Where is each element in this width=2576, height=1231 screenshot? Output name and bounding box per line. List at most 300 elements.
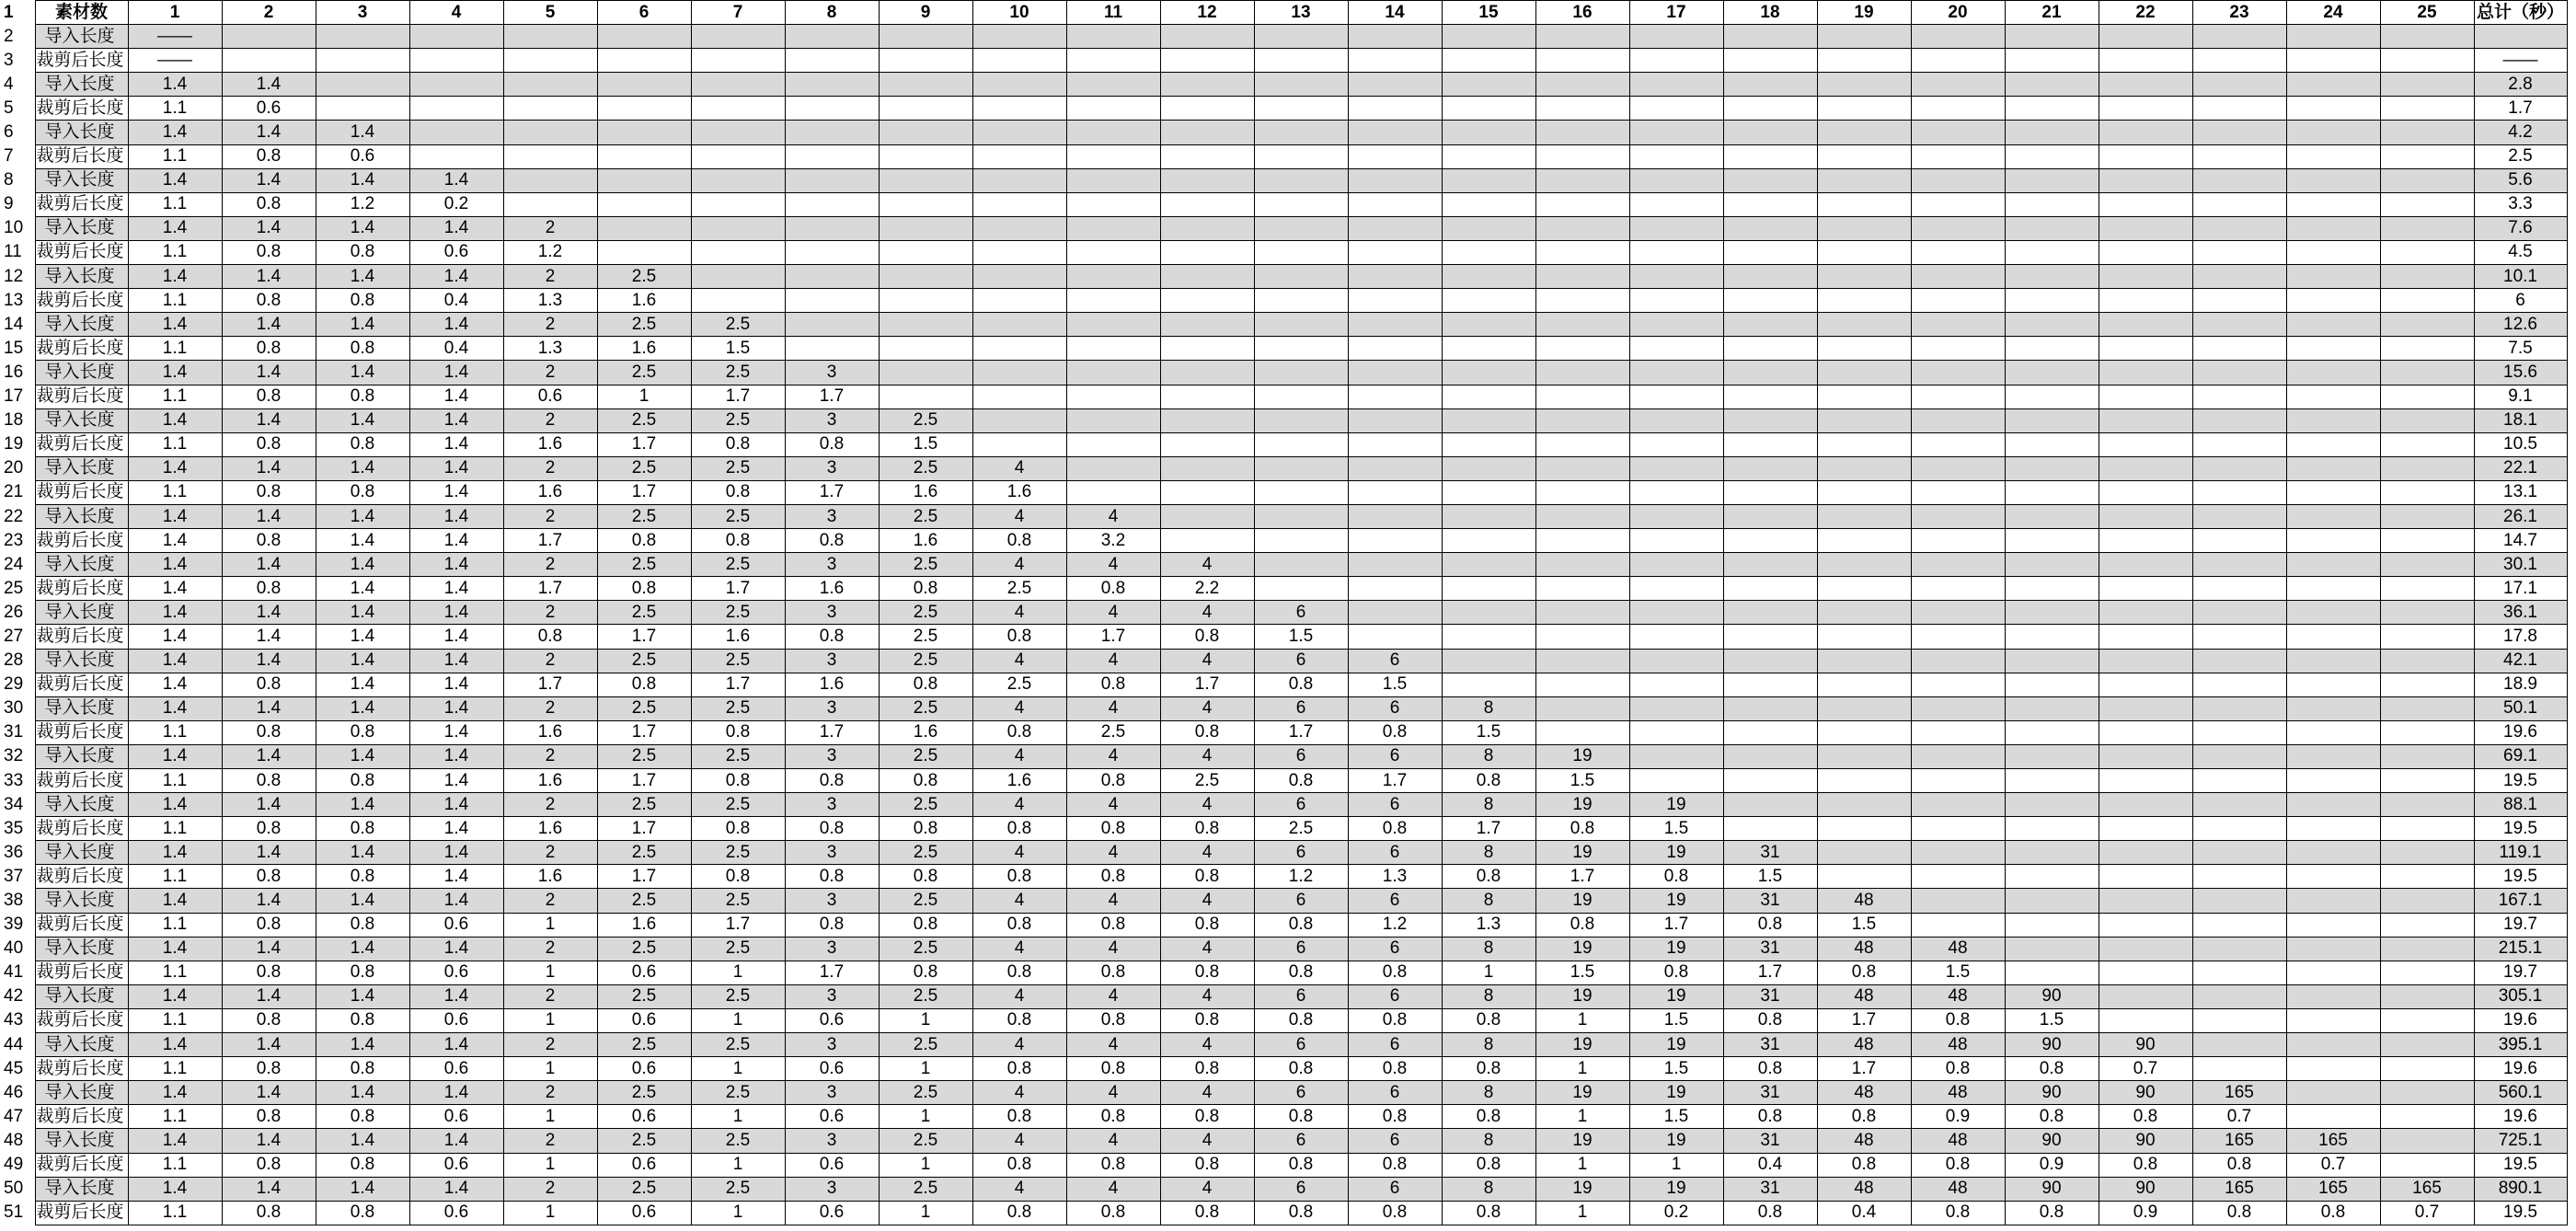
value-cell[interactable]: [2380, 313, 2474, 337]
value-cell[interactable]: [1817, 793, 1911, 817]
value-cell[interactable]: 4: [1160, 984, 1254, 1008]
value-cell[interactable]: [409, 73, 503, 97]
value-cell[interactable]: [1160, 529, 1254, 553]
value-cell[interactable]: [1629, 769, 1723, 793]
value-cell[interactable]: 2.5: [691, 793, 785, 817]
value-cell[interactable]: [1817, 673, 1911, 696]
value-cell[interactable]: [1723, 385, 1817, 408]
row-label-cell[interactable]: 导入长度: [35, 361, 128, 385]
value-cell[interactable]: 0.8: [972, 529, 1066, 553]
value-cell[interactable]: [1442, 144, 1535, 168]
value-cell[interactable]: 0.8: [1160, 720, 1254, 744]
value-cell[interactable]: 2.5: [597, 984, 691, 1008]
value-cell[interactable]: [1911, 240, 2005, 264]
value-cell[interactable]: 19: [1535, 1081, 1629, 1105]
value-cell[interactable]: 1.5: [1348, 673, 1442, 696]
value-cell[interactable]: 0.8: [222, 240, 316, 264]
value-cell[interactable]: [1348, 601, 1442, 625]
value-cell[interactable]: [503, 97, 597, 121]
value-cell[interactable]: 0.8: [222, 769, 316, 793]
value-cell[interactable]: 1.6: [972, 769, 1066, 793]
value-cell[interactable]: [1442, 216, 1535, 240]
value-cell[interactable]: 1.4: [222, 216, 316, 240]
value-cell[interactable]: [2192, 121, 2286, 144]
value-cell[interactable]: 1.5: [1629, 817, 1723, 841]
value-cell[interactable]: [1066, 456, 1160, 480]
value-cell[interactable]: [2286, 289, 2380, 313]
value-cell[interactable]: [2005, 480, 2099, 504]
row-label-cell[interactable]: 裁剪后长度: [35, 192, 128, 216]
value-cell[interactable]: 19: [1535, 841, 1629, 865]
value-cell[interactable]: 0.8: [1348, 1008, 1442, 1032]
value-cell[interactable]: 0.8: [222, 913, 316, 937]
value-cell[interactable]: 8: [1442, 984, 1535, 1008]
value-cell[interactable]: [2099, 625, 2192, 649]
value-cell[interactable]: 0.8: [1535, 817, 1629, 841]
value-cell[interactable]: [1254, 361, 1348, 385]
value-cell[interactable]: [2380, 432, 2474, 456]
value-cell[interactable]: [1629, 529, 1723, 553]
value-cell[interactable]: [1348, 625, 1442, 649]
value-cell[interactable]: 1.1: [128, 240, 222, 264]
value-cell[interactable]: [2380, 720, 2474, 744]
row-label-cell[interactable]: 裁剪后长度: [35, 961, 128, 984]
value-cell[interactable]: 1.4: [222, 1177, 316, 1201]
value-cell[interactable]: 0.8: [222, 961, 316, 984]
value-cell[interactable]: 1.6: [597, 337, 691, 361]
value-cell[interactable]: [2192, 313, 2286, 337]
value-cell[interactable]: 1.7: [503, 529, 597, 553]
value-cell[interactable]: 1.4: [222, 744, 316, 768]
value-cell[interactable]: [1066, 265, 1160, 289]
value-cell[interactable]: [2192, 504, 2286, 528]
value-cell[interactable]: [2099, 192, 2192, 216]
value-cell[interactable]: 2.5: [597, 1081, 691, 1105]
value-cell[interactable]: 2.5: [879, 696, 972, 720]
value-cell[interactable]: [1723, 625, 1817, 649]
value-cell[interactable]: [972, 49, 1066, 73]
value-cell[interactable]: 1.4: [128, 553, 222, 577]
value-cell[interactable]: [409, 121, 503, 144]
value-cell[interactable]: 48: [1911, 1081, 2005, 1105]
value-cell[interactable]: [2005, 744, 2099, 768]
row-label-cell[interactable]: 导入长度: [35, 889, 128, 913]
value-cell[interactable]: 0.8: [785, 913, 879, 937]
total-cell[interactable]: 42.1: [2474, 649, 2567, 673]
value-cell[interactable]: [1535, 289, 1629, 313]
total-cell[interactable]: 890.1: [2474, 1177, 2567, 1201]
value-cell[interactable]: 1.4: [409, 432, 503, 456]
value-cell[interactable]: [2380, 480, 2474, 504]
value-cell[interactable]: 2.5: [597, 601, 691, 625]
value-cell[interactable]: [1254, 144, 1348, 168]
value-cell[interactable]: 0.7: [2380, 1201, 2474, 1225]
header-cell-21[interactable]: 21: [2005, 1, 2099, 25]
value-cell[interactable]: [1817, 216, 1911, 240]
value-cell[interactable]: 19: [1629, 984, 1723, 1008]
value-cell[interactable]: [1066, 432, 1160, 456]
value-cell[interactable]: 0.8: [1066, 1008, 1160, 1032]
value-cell[interactable]: [1629, 144, 1723, 168]
value-cell[interactable]: 1.7: [597, 625, 691, 649]
value-cell[interactable]: 0.8: [316, 1057, 409, 1081]
value-cell[interactable]: [1348, 289, 1442, 313]
value-cell[interactable]: 19: [1535, 889, 1629, 913]
total-cell[interactable]: 3.3: [2474, 192, 2567, 216]
value-cell[interactable]: 1.7: [503, 577, 597, 601]
value-cell[interactable]: 31: [1723, 984, 1817, 1008]
value-cell[interactable]: 1.7: [1629, 913, 1723, 937]
value-cell[interactable]: 2.5: [691, 649, 785, 673]
value-cell[interactable]: 0.7: [2192, 1105, 2286, 1129]
value-cell[interactable]: 2: [503, 601, 597, 625]
value-cell[interactable]: [1442, 192, 1535, 216]
value-cell[interactable]: 3: [785, 504, 879, 528]
value-cell[interactable]: 1.4: [409, 769, 503, 793]
value-cell[interactable]: [1254, 385, 1348, 408]
value-cell[interactable]: 2.5: [879, 1177, 972, 1201]
value-cell[interactable]: [2286, 25, 2380, 49]
value-cell[interactable]: 3: [785, 649, 879, 673]
value-cell[interactable]: [1817, 504, 1911, 528]
value-cell[interactable]: [1348, 216, 1442, 240]
value-cell[interactable]: [1535, 504, 1629, 528]
value-cell[interactable]: [1723, 744, 1817, 768]
value-cell[interactable]: 1.4: [316, 1129, 409, 1153]
value-cell[interactable]: [1817, 841, 1911, 865]
value-cell[interactable]: 1.4: [128, 408, 222, 432]
header-cell-6[interactable]: 6: [597, 1, 691, 25]
value-cell[interactable]: [1442, 504, 1535, 528]
value-cell[interactable]: 1.4: [128, 265, 222, 289]
value-cell[interactable]: [2192, 168, 2286, 192]
value-cell[interactable]: [1254, 97, 1348, 121]
value-cell[interactable]: [1629, 289, 1723, 313]
value-cell[interactable]: [1629, 168, 1723, 192]
value-cell[interactable]: [2005, 97, 2099, 121]
value-cell[interactable]: [1348, 25, 1442, 49]
value-cell[interactable]: [1911, 865, 2005, 889]
value-cell[interactable]: 2.5: [691, 553, 785, 577]
value-cell[interactable]: 1: [503, 1153, 597, 1177]
value-cell[interactable]: 1.4: [409, 504, 503, 528]
value-cell[interactable]: 2.5: [972, 577, 1066, 601]
value-cell[interactable]: 2.5: [597, 1129, 691, 1153]
value-cell[interactable]: 2.5: [691, 601, 785, 625]
value-cell[interactable]: [1817, 265, 1911, 289]
value-cell[interactable]: 2: [503, 889, 597, 913]
value-cell[interactable]: [1723, 408, 1817, 432]
value-cell[interactable]: 0.8: [1817, 1105, 1911, 1129]
value-cell[interactable]: [2380, 121, 2474, 144]
value-cell[interactable]: 1: [597, 385, 691, 408]
value-cell[interactable]: 1.3: [503, 289, 597, 313]
value-cell[interactable]: [1066, 240, 1160, 264]
value-cell[interactable]: 4: [1066, 649, 1160, 673]
value-cell[interactable]: 3: [785, 553, 879, 577]
value-cell[interactable]: [972, 73, 1066, 97]
value-cell[interactable]: 4: [972, 504, 1066, 528]
value-cell[interactable]: 4: [972, 744, 1066, 768]
value-cell[interactable]: [2005, 696, 2099, 720]
value-cell[interactable]: 0.8: [1723, 1201, 1817, 1225]
value-cell[interactable]: 1.4: [128, 601, 222, 625]
value-cell[interactable]: [1442, 121, 1535, 144]
value-cell[interactable]: [785, 73, 879, 97]
value-cell[interactable]: 4: [972, 793, 1066, 817]
value-cell[interactable]: [1442, 553, 1535, 577]
value-cell[interactable]: 2.5: [879, 1033, 972, 1057]
value-cell[interactable]: [1254, 289, 1348, 313]
value-cell[interactable]: [2099, 49, 2192, 73]
value-cell[interactable]: [785, 25, 879, 49]
total-cell[interactable]: 88.1: [2474, 793, 2567, 817]
value-cell[interactable]: [2099, 144, 2192, 168]
value-cell[interactable]: 1.4: [316, 504, 409, 528]
value-cell[interactable]: 1.4: [222, 1033, 316, 1057]
row-label-cell[interactable]: 导入长度: [35, 937, 128, 961]
value-cell[interactable]: 0.8: [316, 432, 409, 456]
value-cell[interactable]: 1.1: [128, 961, 222, 984]
value-cell[interactable]: 1.3: [1442, 913, 1535, 937]
value-cell[interactable]: [879, 361, 972, 385]
value-cell[interactable]: [879, 216, 972, 240]
row-label-cell[interactable]: 裁剪后长度: [35, 1008, 128, 1032]
value-cell[interactable]: 31: [1723, 1129, 1817, 1153]
value-cell[interactable]: 1.4: [222, 408, 316, 432]
value-cell[interactable]: [1066, 192, 1160, 216]
header-cell-10[interactable]: 10: [972, 1, 1066, 25]
value-cell[interactable]: 0.4: [409, 337, 503, 361]
value-cell[interactable]: 6: [1254, 649, 1348, 673]
value-cell[interactable]: [2286, 240, 2380, 264]
value-cell[interactable]: 1.1: [128, 1008, 222, 1032]
value-cell[interactable]: 0.8: [316, 913, 409, 937]
value-cell[interactable]: [1911, 793, 2005, 817]
value-cell[interactable]: 6: [1348, 793, 1442, 817]
value-cell[interactable]: 0.8: [1442, 1057, 1535, 1081]
value-cell[interactable]: [1629, 313, 1723, 337]
value-cell[interactable]: [1723, 769, 1817, 793]
value-cell[interactable]: 0.6: [785, 1153, 879, 1177]
value-cell[interactable]: 19: [1629, 841, 1723, 865]
value-cell[interactable]: [879, 49, 972, 73]
value-cell[interactable]: 1.1: [128, 1105, 222, 1129]
value-cell[interactable]: [1723, 25, 1817, 49]
value-cell[interactable]: [1535, 408, 1629, 432]
value-cell[interactable]: [972, 289, 1066, 313]
value-cell[interactable]: [1817, 720, 1911, 744]
value-cell[interactable]: [2192, 97, 2286, 121]
value-cell[interactable]: [1348, 504, 1442, 528]
value-cell[interactable]: 165: [2286, 1177, 2380, 1201]
value-cell[interactable]: [1160, 97, 1254, 121]
value-cell[interactable]: 2.5: [691, 361, 785, 385]
value-cell[interactable]: [2192, 577, 2286, 601]
total-cell[interactable]: 7.6: [2474, 216, 2567, 240]
value-cell[interactable]: [1535, 361, 1629, 385]
value-cell[interactable]: 1.4: [128, 504, 222, 528]
value-cell[interactable]: [2192, 337, 2286, 361]
value-cell[interactable]: 1.6: [785, 673, 879, 696]
value-cell[interactable]: 0.8: [1254, 913, 1348, 937]
value-cell[interactable]: [785, 49, 879, 73]
value-cell[interactable]: 0.6: [409, 1105, 503, 1129]
value-cell[interactable]: 0.4: [1723, 1153, 1817, 1177]
value-cell[interactable]: 1: [1629, 1153, 1723, 1177]
value-cell[interactable]: [1442, 97, 1535, 121]
total-cell[interactable]: 36.1: [2474, 601, 2567, 625]
value-cell[interactable]: 19: [1535, 937, 1629, 961]
value-cell[interactable]: 48: [1911, 1177, 2005, 1201]
value-cell[interactable]: [1911, 913, 2005, 937]
value-cell[interactable]: 1.6: [503, 480, 597, 504]
value-cell[interactable]: [2099, 25, 2192, 49]
value-cell[interactable]: [2380, 144, 2474, 168]
value-cell[interactable]: 0.8: [1066, 577, 1160, 601]
value-cell[interactable]: 0.8: [1442, 1008, 1535, 1032]
total-cell[interactable]: 725.1: [2474, 1129, 2567, 1153]
value-cell[interactable]: [2380, 337, 2474, 361]
value-cell[interactable]: 1.4: [316, 265, 409, 289]
value-cell[interactable]: [2192, 49, 2286, 73]
value-cell[interactable]: 0.6: [316, 144, 409, 168]
value-cell[interactable]: [1535, 649, 1629, 673]
value-cell[interactable]: [1254, 25, 1348, 49]
value-cell[interactable]: 1.1: [128, 289, 222, 313]
value-cell[interactable]: [2380, 1033, 2474, 1057]
value-cell[interactable]: 1.4: [409, 385, 503, 408]
value-cell[interactable]: [691, 240, 785, 264]
value-cell[interactable]: 1.6: [503, 432, 597, 456]
value-cell[interactable]: 1.4: [409, 720, 503, 744]
value-cell[interactable]: 1: [879, 1201, 972, 1225]
value-cell[interactable]: 6: [1254, 744, 1348, 768]
value-cell[interactable]: 1.1: [128, 913, 222, 937]
value-cell[interactable]: 4: [972, 696, 1066, 720]
value-cell[interactable]: [2192, 696, 2286, 720]
value-cell[interactable]: 1.7: [1817, 1008, 1911, 1032]
value-cell[interactable]: 19: [1535, 793, 1629, 817]
value-cell[interactable]: [1911, 265, 2005, 289]
value-cell[interactable]: [2380, 49, 2474, 73]
value-cell[interactable]: 1.4: [128, 216, 222, 240]
value-cell[interactable]: [2380, 841, 2474, 865]
value-cell[interactable]: [1911, 385, 2005, 408]
value-cell[interactable]: [1254, 504, 1348, 528]
value-cell[interactable]: [2286, 216, 2380, 240]
value-cell[interactable]: 4: [1066, 1033, 1160, 1057]
value-cell[interactable]: [503, 144, 597, 168]
value-cell[interactable]: [1254, 529, 1348, 553]
value-cell[interactable]: [1911, 841, 2005, 865]
total-cell[interactable]: 19.6: [2474, 1008, 2567, 1032]
value-cell[interactable]: 4: [1160, 1129, 1254, 1153]
value-cell[interactable]: [2005, 313, 2099, 337]
value-cell[interactable]: [1629, 673, 1723, 696]
value-cell[interactable]: 6: [1254, 793, 1348, 817]
value-cell[interactable]: 1.4: [222, 456, 316, 480]
value-cell[interactable]: [1723, 192, 1817, 216]
value-cell[interactable]: [2380, 889, 2474, 913]
value-cell[interactable]: [1817, 480, 1911, 504]
value-cell[interactable]: 90: [2099, 1129, 2192, 1153]
value-cell[interactable]: [2380, 553, 2474, 577]
value-cell[interactable]: 1.4: [128, 625, 222, 649]
value-cell[interactable]: 2.5: [597, 361, 691, 385]
value-cell[interactable]: 0.8: [1254, 1153, 1348, 1177]
value-cell[interactable]: [2380, 649, 2474, 673]
value-cell[interactable]: 4: [1160, 744, 1254, 768]
value-cell[interactable]: [2099, 961, 2192, 984]
value-cell[interactable]: 0.8: [2286, 1201, 2380, 1225]
total-cell[interactable]: 19.5: [2474, 769, 2567, 793]
row-label-cell[interactable]: 裁剪后长度: [35, 1153, 128, 1177]
value-cell[interactable]: [785, 240, 879, 264]
value-cell[interactable]: 3: [785, 456, 879, 480]
row-label-cell[interactable]: 导入长度: [35, 216, 128, 240]
value-cell[interactable]: 1.7: [597, 817, 691, 841]
value-cell[interactable]: 0.8: [785, 432, 879, 456]
value-cell[interactable]: [2192, 361, 2286, 385]
value-cell[interactable]: [2192, 265, 2286, 289]
value-cell[interactable]: [785, 168, 879, 192]
value-cell[interactable]: [1723, 73, 1817, 97]
value-cell[interactable]: [597, 192, 691, 216]
value-cell[interactable]: 4: [1066, 696, 1160, 720]
value-cell[interactable]: 4: [972, 1129, 1066, 1153]
value-cell[interactable]: [2005, 817, 2099, 841]
value-cell[interactable]: [1911, 480, 2005, 504]
value-cell[interactable]: 8: [1442, 1129, 1535, 1153]
value-cell[interactable]: 1: [879, 1008, 972, 1032]
value-cell[interactable]: [1535, 529, 1629, 553]
value-cell[interactable]: [879, 144, 972, 168]
value-cell[interactable]: [1911, 769, 2005, 793]
header-cell-8[interactable]: 8: [785, 1, 879, 25]
value-cell[interactable]: [1817, 625, 1911, 649]
value-cell[interactable]: [597, 25, 691, 49]
header-cell-19[interactable]: 19: [1817, 1, 1911, 25]
row-label-cell[interactable]: 导入长度: [35, 696, 128, 720]
value-cell[interactable]: 1.7: [785, 480, 879, 504]
value-cell[interactable]: [1911, 529, 2005, 553]
value-cell[interactable]: [1442, 625, 1535, 649]
value-cell[interactable]: 0.8: [1723, 1105, 1817, 1129]
row-label-cell[interactable]: 裁剪后长度: [35, 529, 128, 553]
value-cell[interactable]: 0.8: [972, 1057, 1066, 1081]
value-cell[interactable]: 6: [1348, 696, 1442, 720]
value-cell[interactable]: 48: [1817, 1081, 1911, 1105]
value-cell[interactable]: [1911, 408, 2005, 432]
value-cell[interactable]: [2099, 793, 2192, 817]
row-label-cell[interactable]: 裁剪后长度: [35, 673, 128, 696]
value-cell[interactable]: 0.8: [1160, 625, 1254, 649]
row-label-cell[interactable]: 裁剪后长度: [35, 1105, 128, 1129]
value-cell[interactable]: 1: [503, 1105, 597, 1129]
value-cell[interactable]: 0.8: [316, 1153, 409, 1177]
value-cell[interactable]: [2192, 432, 2286, 456]
value-cell[interactable]: [2005, 889, 2099, 913]
value-cell[interactable]: 2.5: [597, 744, 691, 768]
value-cell[interactable]: 165: [2192, 1081, 2286, 1105]
value-cell[interactable]: [2286, 865, 2380, 889]
row-label-cell[interactable]: 导入长度: [35, 168, 128, 192]
value-cell[interactable]: [2099, 121, 2192, 144]
value-cell[interactable]: [879, 240, 972, 264]
value-cell[interactable]: 0.8: [316, 1201, 409, 1225]
value-cell[interactable]: [2192, 865, 2286, 889]
